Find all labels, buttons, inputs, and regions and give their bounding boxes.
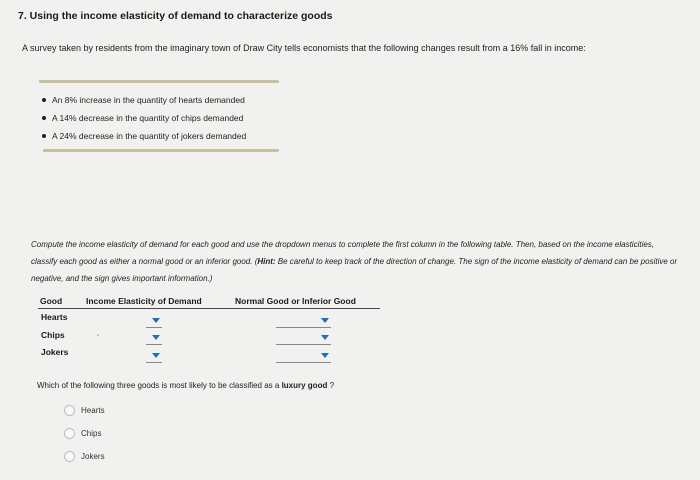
row-label-hearts: Hearts [41, 312, 68, 322]
jokers-type-dropdown[interactable] [276, 349, 331, 363]
luxury-question [37, 381, 334, 390]
bullet-icon [42, 134, 46, 138]
changes-bottom-rule [43, 149, 279, 152]
chips-type-dropdown[interactable] [276, 331, 331, 345]
luxury-question-bold: luxury good [281, 381, 328, 390]
header-good: Good [40, 296, 63, 306]
list-item [40, 91, 300, 109]
jokers-elasticity-dropdown[interactable] [146, 349, 162, 363]
change-text: A 24% decrease in the quantity of jokers demanded [52, 131, 247, 141]
hearts-elasticity-dropdown[interactable] [146, 314, 162, 328]
bullet-icon [42, 116, 46, 120]
chevron-down-icon [321, 353, 329, 358]
instructions-main: Compute the income elasticity of demand for each good and use the dropdown menus to complete the first column in the following table. Then, based on the income elasticities, classify each good as either a normal good or an inferior good. ( [31, 240, 655, 266]
hint-text: Be careful to keep track of the direction of change. The sign of the income elasticity of demand can be positive or negative, and the sign gives important information.) [31, 257, 678, 283]
question-title: 7. Using the income elasticity of demand to characterize goods [18, 10, 333, 22]
chevron-down-icon [321, 318, 329, 323]
chevron-down-icon [152, 353, 160, 358]
chevron-down-icon [152, 335, 160, 340]
change-text: An 8% increase in the quantity of hearts demanded [52, 95, 245, 105]
header-divider [38, 308, 380, 309]
hearts-type-dropdown[interactable] [276, 314, 331, 328]
header-good-type: Normal Good or Inferior Good [235, 296, 356, 306]
option-label: Hearts [81, 406, 105, 415]
luxury-question-text: Which of the following three goods is most likely to be classified as a [37, 381, 282, 390]
row-label-jokers: Jokers [41, 347, 69, 357]
option-label: Jokers [81, 452, 105, 461]
option-jokers[interactable] [64, 451, 105, 462]
dot-mark [97, 334, 99, 336]
chevron-down-icon [152, 318, 160, 323]
instructions-text [31, 236, 681, 287]
radio-button[interactable] [64, 451, 75, 462]
bullet-icon [42, 98, 46, 102]
changes-top-rule [39, 80, 279, 83]
option-hearts[interactable] [64, 405, 105, 416]
luxury-question-end: ? [327, 381, 335, 390]
changes-list [40, 91, 300, 145]
list-item [40, 109, 300, 127]
list-item [40, 127, 300, 145]
option-label: Chips [81, 429, 102, 438]
row-label-chips: Chips [41, 330, 65, 340]
chevron-down-icon [321, 335, 329, 340]
question-intro: A survey taken by residents from the imaginary town of Draw City tells economists that the following changes result from a 16% fall in income: [22, 43, 586, 53]
hint-label: Hint: [257, 257, 276, 266]
header-elasticity: Income Elasticity of Demand [86, 296, 202, 306]
radio-button[interactable] [64, 428, 75, 439]
change-text: A 14% decrease in the quantity of chips demanded [52, 113, 244, 123]
radio-button[interactable] [64, 405, 75, 416]
chips-elasticity-dropdown[interactable] [146, 331, 162, 345]
option-chips[interactable] [64, 428, 101, 439]
